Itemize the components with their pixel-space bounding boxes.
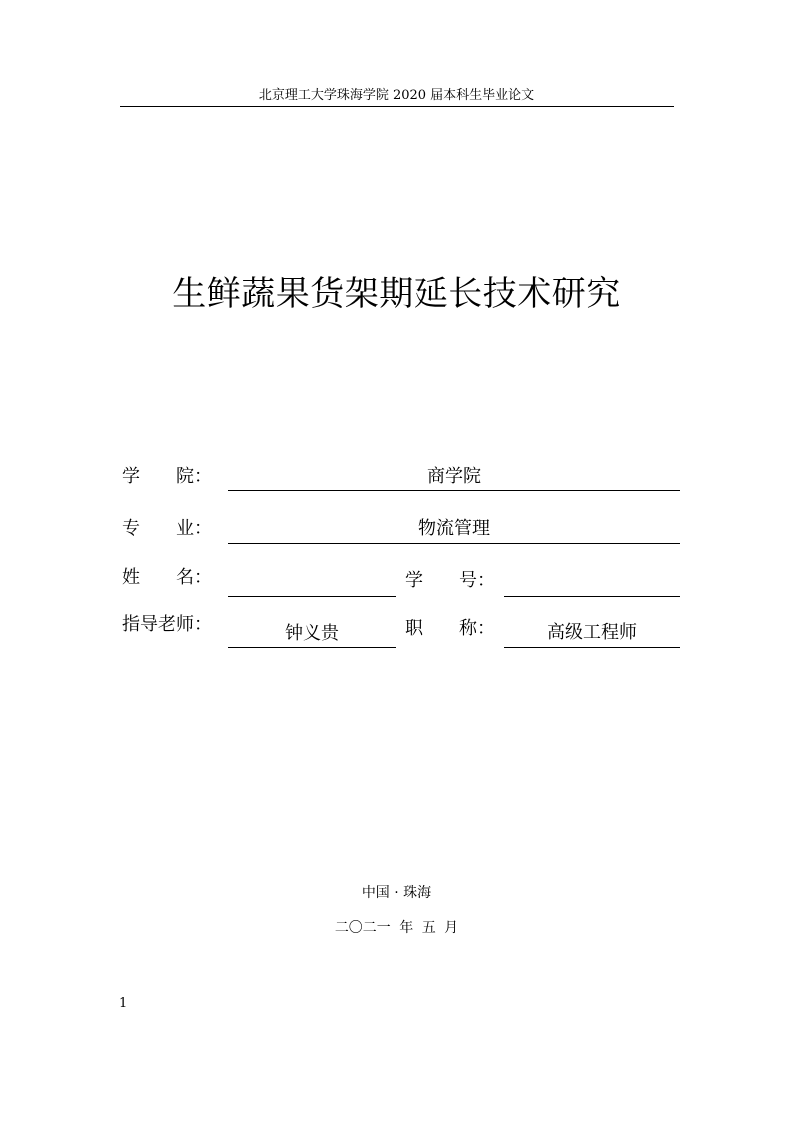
- college-label: 学 院：: [122, 466, 212, 487]
- college-underline: [228, 490, 680, 491]
- place-line: 中国 · 珠海: [361, 885, 432, 901]
- date-line: 二〇二一 年 五 月: [334, 920, 459, 936]
- running-header: 北京理工大学珠海学院 2020 届本科生毕业论文: [258, 88, 535, 103]
- page-number: 1: [119, 996, 128, 1011]
- header-rule: [120, 106, 674, 107]
- job-title-value: 高级工程师: [547, 622, 637, 643]
- college-value: 商学院: [427, 466, 481, 487]
- advisor-value: 钟义贵: [285, 623, 339, 644]
- job-title-label: 职 称：: [405, 618, 495, 639]
- major-value: 物流管理: [418, 518, 490, 539]
- name-label: 姓 名：: [122, 567, 212, 588]
- thesis-title: 生鲜蔬果货架期延长技术研究: [172, 274, 621, 314]
- student-id-underline: [504, 596, 680, 597]
- advisor-label: 指导老师：: [122, 614, 212, 635]
- name-underline: [228, 596, 396, 597]
- job-title-underline: [504, 647, 680, 648]
- advisor-underline: [228, 647, 396, 648]
- student-id-label: 学 号：: [405, 570, 495, 591]
- major-underline: [228, 543, 680, 544]
- major-label: 专 业：: [122, 518, 212, 539]
